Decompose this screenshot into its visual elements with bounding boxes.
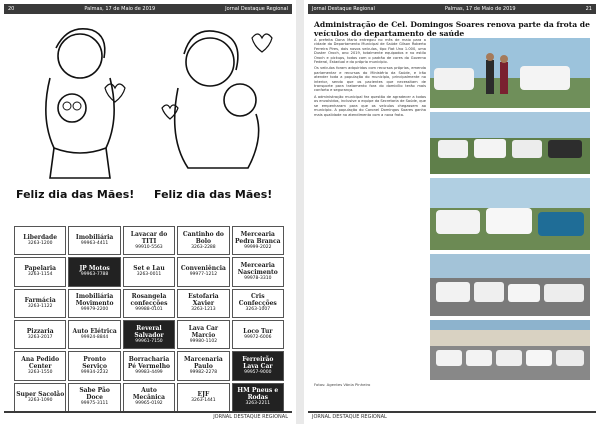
ad-phone: 3263-1154 bbox=[27, 272, 53, 278]
ad-phone: 3263-1213 bbox=[191, 307, 216, 313]
classified-ad bbox=[232, 257, 284, 286]
coloring-1-caption: Feliz dia das Mães! bbox=[16, 188, 135, 201]
article-paragraph: Os veículos foram adquiridos com recursos próprios, emenda parlamentar e recursos do Ministério da Saúde, e irão atender toda a população do município, principalmente no interior, sendo que os pacientes que necessitam de transporte para tratamento fora do domicílio terão mais conforto e segurança. bbox=[314, 66, 426, 93]
right-page-header bbox=[308, 4, 596, 14]
photo-ambulances-row bbox=[430, 112, 590, 174]
classified-ad bbox=[123, 320, 175, 349]
ad-business-name: Cantinho do Bolo bbox=[182, 230, 224, 245]
classified-ad bbox=[232, 289, 284, 318]
classified-ad bbox=[68, 383, 120, 412]
ad-phone: 3263-1550 bbox=[27, 369, 53, 375]
classified-ad bbox=[14, 257, 66, 286]
ad-business-name: Loco Tur bbox=[243, 328, 273, 336]
classified-ad bbox=[14, 289, 66, 318]
ad-business-name: Sabe Pão Doce bbox=[79, 387, 110, 402]
right-page-date: Palmas, 17 de Maio de 2019 bbox=[444, 6, 516, 12]
photo-pickup-trucks bbox=[430, 178, 590, 250]
right-page-footer bbox=[308, 411, 596, 420]
classified-ad bbox=[14, 226, 66, 255]
ad-business-name: Reveral Salvador bbox=[134, 324, 164, 339]
ad-phone: 3263-2211 bbox=[245, 401, 271, 407]
ad-phone: 99975-3111 bbox=[80, 401, 109, 407]
classified-ad bbox=[14, 351, 66, 380]
classified-ads-grid bbox=[14, 226, 284, 412]
left-page-date: Palmas, 17 de Maio de 2019 bbox=[84, 6, 156, 12]
article-paragraph: A administração municipal fez questão de agradecer a todos os envolvidos, inclusive a equipe da Secretaria de Saúde, que se empenharam para que os veículos chegassem ao município. A população do Coronel Domingos Soares ganha mais qualidade no atendimento com a nova frota. bbox=[314, 94, 426, 117]
ad-phone: 3263-1122 bbox=[27, 303, 53, 309]
classified-ad bbox=[123, 351, 175, 380]
ad-phone: 99963-4411 bbox=[80, 241, 109, 247]
ad-phone: 99982-2278 bbox=[189, 369, 218, 375]
ad-business-name: Ferreirão Lava Car bbox=[242, 355, 274, 370]
ad-business-name: Auto Elétrica bbox=[72, 328, 117, 336]
ad-business-name: Pronto Serviço bbox=[82, 355, 107, 370]
ad-phone: 99934-2232 bbox=[80, 369, 109, 375]
photo-officials-with-cars bbox=[430, 38, 590, 108]
photo-vehicles-parked bbox=[430, 254, 590, 316]
ad-phone: 99972-6006 bbox=[244, 335, 272, 341]
classified-ad bbox=[177, 351, 229, 380]
ad-phone: 99965-0192 bbox=[135, 401, 163, 407]
left-page-footer bbox=[4, 411, 292, 420]
classified-ad bbox=[14, 320, 66, 349]
classified-ad bbox=[177, 289, 229, 318]
ad-business-name: Estofaria Xavier bbox=[188, 293, 219, 308]
ad-business-name: Farmácia bbox=[24, 296, 56, 304]
right-page-footer-text: JORNAL DESTAQUE REGIONAL bbox=[312, 414, 387, 420]
ad-business-name: Rosangela confecções bbox=[130, 293, 168, 308]
ad-business-name: Papelaria bbox=[24, 265, 57, 273]
coloring-page-mother-daughter bbox=[10, 18, 150, 208]
classified-ad bbox=[68, 226, 120, 255]
ad-phone: 3263-1441 bbox=[191, 397, 216, 403]
classified-ad bbox=[177, 383, 229, 412]
left-page bbox=[0, 0, 296, 424]
ad-business-name: Ana Pedido Center bbox=[21, 355, 60, 370]
classified-ad bbox=[177, 257, 229, 286]
ad-business-name: Auto Mecânica bbox=[132, 387, 166, 402]
left-page-header bbox=[4, 4, 292, 14]
ad-business-name: Borracharia Pé Vermelho bbox=[127, 355, 171, 370]
coloring-drawing-2 bbox=[148, 18, 288, 208]
classified-ad bbox=[123, 257, 175, 286]
photo-fleet-front-building bbox=[430, 320, 590, 380]
right-page-number: 21 bbox=[585, 6, 592, 12]
classified-ad bbox=[232, 383, 284, 412]
ad-business-name: Marcenaria Paulo bbox=[184, 355, 223, 370]
classified-ad bbox=[68, 351, 120, 380]
ad-phone: 99977-1212 bbox=[189, 272, 218, 278]
classified-ad bbox=[123, 289, 175, 318]
ad-phone: 99980-1102 bbox=[189, 338, 218, 344]
ad-phone: 99979-2200 bbox=[80, 307, 109, 313]
classified-ad bbox=[123, 383, 175, 412]
classified-ad bbox=[177, 320, 229, 349]
ad-business-name: Imobiliária Movimento bbox=[75, 293, 114, 308]
ad-phone: 99999-2022 bbox=[244, 244, 272, 250]
ad-phone: 99983-4499 bbox=[135, 369, 163, 375]
ad-phone: 3263-1007 bbox=[245, 307, 271, 313]
ad-phone: 99910-5563 bbox=[135, 244, 163, 250]
ad-business-name: Cris Confecções bbox=[238, 293, 277, 308]
left-page-footer-text: JORNAL DESTAQUE REGIONAL bbox=[213, 414, 288, 420]
ad-phone: 3263-2017 bbox=[27, 335, 53, 341]
ad-phone: 3263-2288 bbox=[191, 244, 216, 250]
classified-ad bbox=[14, 383, 66, 412]
coloring-page-mother-child bbox=[148, 18, 288, 208]
ad-business-name: Set e Lau bbox=[133, 265, 165, 273]
ad-business-name: HM Pneus e Rodas bbox=[237, 387, 279, 402]
classified-ad bbox=[232, 226, 284, 255]
ad-phone: 99963-7788 bbox=[80, 272, 109, 278]
right-page-masthead: Jornal Destaque Regional bbox=[312, 6, 375, 12]
photo-credit: Fotos: Agentes Vânia Pinheiro bbox=[314, 382, 371, 387]
article-paragraph: A prefeita Dona Maria entregou no mês de maio para a cidade do Departamento Municipal de Saúde Gilson Roberto Ferreira Pires, dois novos veículos, tipo Fiat Uno 1.000, uma Duster Oroch, ano 2019, totalmente equipados e no estilo Oroch e pickups, todos com o padrão de cores do Governo Federal, Estadual e do próprio município. bbox=[314, 38, 426, 65]
classified-ad bbox=[232, 351, 284, 380]
classified-ad bbox=[68, 320, 120, 349]
classified-ad bbox=[68, 289, 120, 318]
classified-ad bbox=[232, 320, 284, 349]
classified-ad bbox=[177, 226, 229, 255]
left-page-masthead: Jornal Destaque Regional bbox=[225, 6, 288, 12]
ad-business-name: Imobiliária bbox=[75, 234, 114, 242]
ad-phone: 99924-8844 bbox=[80, 335, 109, 341]
ad-phone: 3263-1090 bbox=[27, 397, 53, 403]
ad-phone: 3263-1200 bbox=[27, 241, 53, 247]
coloring-2-caption: Feliz dia das Mães! bbox=[154, 188, 273, 201]
ad-business-name: JP Motos bbox=[79, 265, 110, 273]
ad-business-name: Pizzaria bbox=[26, 328, 54, 336]
ad-business-name: Mercearia Nascimento bbox=[237, 261, 278, 276]
classified-ad bbox=[123, 226, 175, 255]
ad-business-name: Mercearia Pedra Branca bbox=[235, 230, 281, 245]
ad-business-name: Lava Car Marcio bbox=[188, 324, 219, 339]
ad-phone: 3263-0011 bbox=[136, 272, 162, 278]
ad-phone: 99978-3310 bbox=[244, 275, 272, 281]
right-page bbox=[304, 0, 600, 424]
ad-phone: 99961-7150 bbox=[135, 338, 163, 344]
ad-business-name: Lavacar do TITI bbox=[130, 230, 168, 245]
article-body bbox=[314, 38, 426, 368]
classified-ad bbox=[68, 257, 120, 286]
page-gutter bbox=[296, 0, 304, 424]
coloring-drawing-1 bbox=[10, 18, 150, 208]
ad-phone: 99988-0101 bbox=[135, 307, 163, 313]
ad-business-name: Liberdade bbox=[23, 234, 58, 242]
ad-phone: 99957-9000 bbox=[244, 369, 272, 375]
left-page-number: 20 bbox=[8, 6, 15, 12]
ad-business-name: Conveniência bbox=[180, 265, 226, 273]
article-headline: Administração de Cel. Domingos Soares renova parte da frota de veículos do departamento de saúde bbox=[314, 20, 590, 38]
ad-business-name: Super Sacolão bbox=[16, 390, 65, 398]
ad-business-name: EJF bbox=[197, 390, 210, 398]
